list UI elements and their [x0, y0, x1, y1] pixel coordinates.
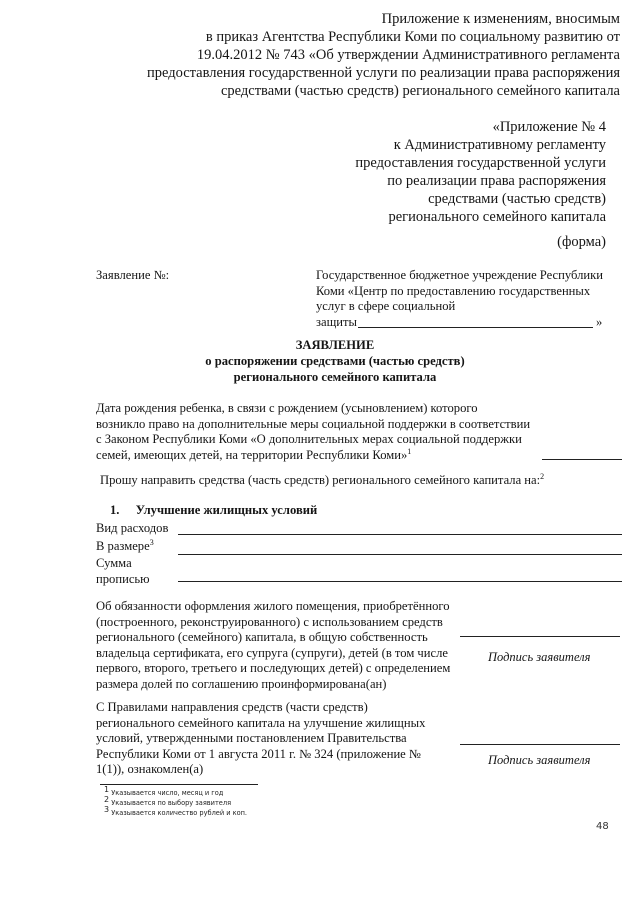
- field-amount-line[interactable]: [178, 554, 622, 555]
- recipient-line: услуг в сфере социальной: [316, 299, 456, 313]
- field-expense-label: Вид расходов: [96, 521, 169, 535]
- annex-header-line: в приказ Агентства Республики Коми по социальному развитию от: [205, 29, 620, 45]
- field-expense-line[interactable]: [178, 534, 622, 535]
- footnote: [104, 804, 304, 818]
- footnote: [104, 794, 304, 808]
- footnote-ref: 3: [149, 537, 154, 547]
- footnote-ref: 1: [407, 446, 412, 456]
- appendix-header: [355, 118, 606, 226]
- footnote: [104, 784, 304, 798]
- field-sum-line[interactable]: [178, 581, 622, 582]
- paragraph-line: С Правилами направления средств (части средств): [96, 700, 368, 714]
- footnote-mark: 3: [104, 804, 110, 814]
- obligation-paragraph: [96, 599, 456, 692]
- annex-header-line: предоставления государственной услуги по реализации права распоряжения: [146, 65, 620, 81]
- footnote-separator: [100, 784, 258, 785]
- recipient-line: Государственное бюджетное учреждение Республики: [316, 268, 603, 282]
- recipient-block: [316, 268, 616, 331]
- section-number: 1.: [110, 503, 120, 517]
- paragraph-line: владельца сертификата, его супруга (супруги), детей (в том числе: [96, 645, 448, 660]
- rules-paragraph: [96, 700, 456, 778]
- paragraph-line: Республики Коми от 1 августа 2011 г. № 324 (приложение №: [96, 746, 421, 761]
- signature-line[interactable]: [460, 744, 620, 745]
- paragraph-line: [96, 448, 566, 464]
- request-text-line: [100, 473, 620, 489]
- appendix-header-line: к Административному регламенту: [393, 137, 606, 153]
- paragraph-line: Дата рождения ребенка, в связи с рождением (усыновлением) которого: [96, 401, 478, 415]
- request-text: Прошу направить средства (часть средств) регионального семейного капитала на:: [100, 473, 541, 487]
- page-number: 48: [596, 821, 609, 832]
- field-amount-label: В размере: [96, 539, 150, 553]
- paragraph-line: первого, второго, третьего и последующих детей) с определением: [96, 661, 451, 675]
- annex-header-line: Приложение к изменениям, вносимым: [381, 11, 620, 27]
- footnotes: [104, 784, 304, 818]
- form-label: (форма): [557, 234, 606, 250]
- birth-date-paragraph: [96, 401, 566, 463]
- field-amount-row: [96, 539, 154, 555]
- paragraph-line: регионального (семейного) капитала, в общую собственность: [96, 630, 428, 644]
- birth-date-fill-line[interactable]: [542, 459, 622, 460]
- appendix-header-line: предоставления государственной услуги: [355, 155, 606, 171]
- footnote-text: Указывается количество рублей и коп.: [111, 809, 248, 817]
- recipient-close: »: [596, 314, 603, 329]
- field-sum-label-line: прописью: [96, 571, 150, 586]
- recipient-line: Коми «Центр по предоставлению государственных: [316, 283, 591, 298]
- paragraph-line: 1(1)), ознакомлен(а): [96, 762, 204, 776]
- paragraph-text: семей, имеющих детей, на территории Республики Коми»: [96, 447, 408, 462]
- footnote-mark: 2: [104, 794, 110, 804]
- statement-number-label: Заявление №:: [96, 268, 170, 282]
- signature-label: Подпись заявителя: [488, 650, 591, 664]
- recipient-fill-line[interactable]: [358, 327, 593, 328]
- annex-header: [147, 10, 620, 100]
- section-heading: [110, 503, 317, 519]
- signature-label: Подпись заявителя: [488, 753, 591, 767]
- annex-header-line: 19.04.2012 № 743 «Об утверждении Административного регламента: [196, 47, 620, 63]
- section-title: Улучшение жилищных условий: [135, 503, 318, 517]
- paragraph-line: регионального семейного капитала на улучшение жилищных: [96, 715, 426, 730]
- paragraph-line: с Законом Республики Коми «О дополнительных мерах социальной поддержки: [96, 432, 522, 446]
- paragraph-line: (построенного, реконструированного) с использованием средств: [96, 614, 443, 629]
- footnote-text: Указывается число, месяц и год: [111, 789, 224, 797]
- paragraph-line: возникло право на дополнительные меры социальной поддержки в соответствии: [96, 416, 531, 431]
- paragraph-line: Об обязанности оформления жилого помещения, приобретённого: [96, 599, 450, 613]
- appendix-header-line: средствами (частью средств): [428, 191, 606, 207]
- field-sum-label-line: Сумма: [96, 556, 132, 570]
- appendix-header-line: по реализации права распоряжения: [387, 173, 606, 189]
- recipient-last: защиты: [316, 314, 357, 329]
- document-subtitle: о распоряжении средствами (частью средств): [205, 354, 465, 368]
- appendix-header-line: «Приложение № 4: [492, 119, 606, 135]
- paragraph-line: размера долей по соглашению проинформирована(ан): [96, 676, 387, 691]
- field-sum-label: [96, 556, 150, 587]
- signature-line[interactable]: [460, 636, 620, 637]
- appendix-header-line: регионального семейного капитала: [388, 209, 606, 225]
- annex-header-line: средствами (частью средств) регионального семейного капитала: [220, 83, 620, 99]
- document-title: ЗАЯВЛЕНИЕ: [295, 338, 375, 352]
- footnote-ref: 2: [540, 471, 545, 481]
- footnote-text: Указывается по выбору заявителя: [111, 799, 232, 807]
- paragraph-line: условий, утвержденными постановлением Правительства: [96, 731, 407, 745]
- recipient-last-line: [316, 315, 616, 331]
- document-subtitle: регионального семейного капитала: [233, 370, 437, 384]
- footnote-mark: 1: [104, 784, 110, 794]
